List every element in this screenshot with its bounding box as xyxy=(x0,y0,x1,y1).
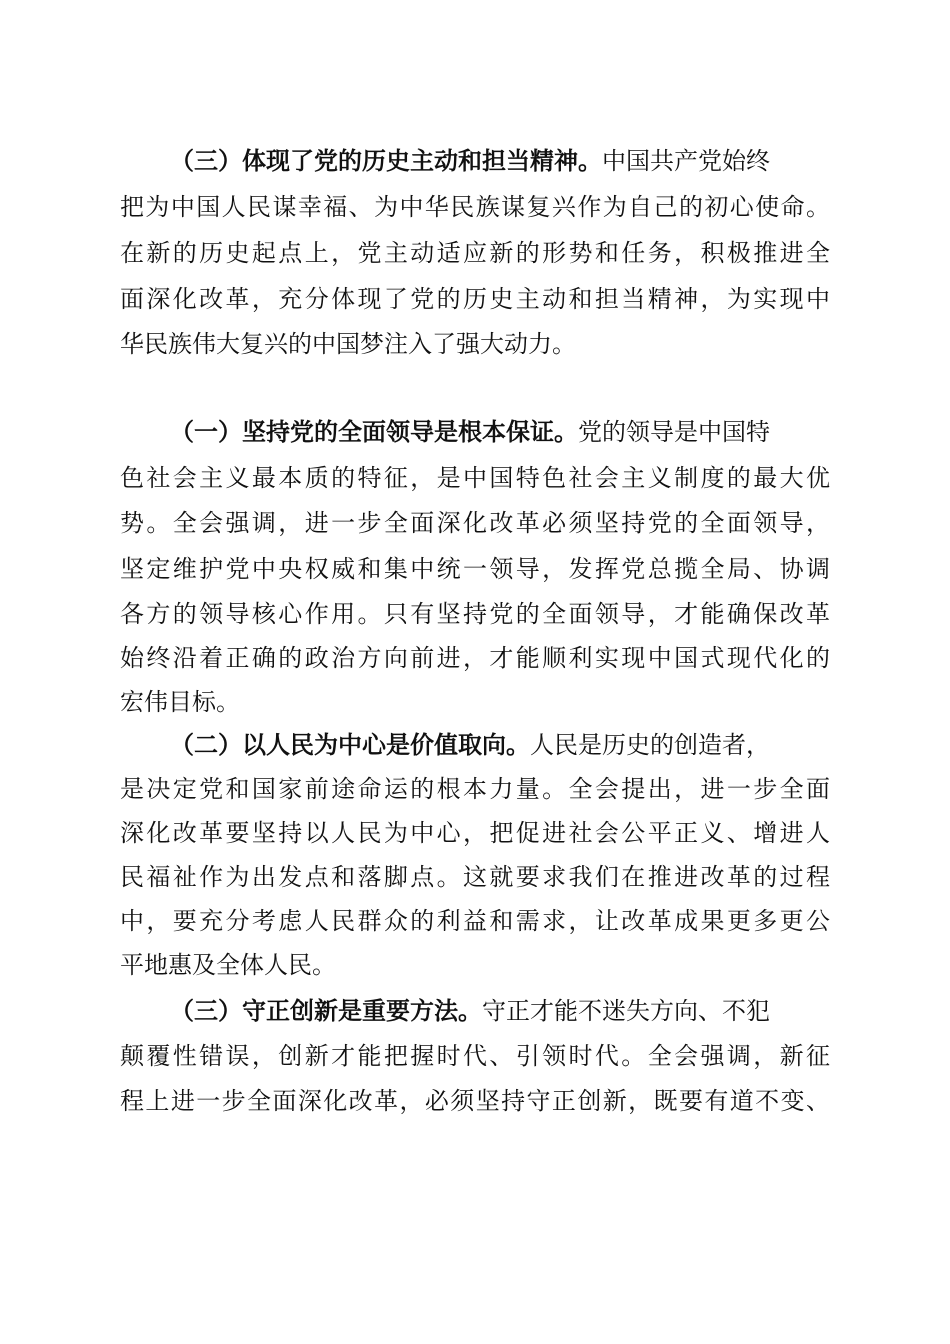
paragraph-people-line-1 xyxy=(170,727,830,763)
paragraph-history-line-3: 在新的历史起点上，党主动适应新的形势和任务，积极推进全 xyxy=(120,239,830,267)
paragraph-innovation-line-1 xyxy=(170,993,830,1029)
paragraph-innovation-line-2: 颠覆性错误，创新才能把握时代、引领时代。全会强调，新征 xyxy=(120,1042,830,1070)
paragraph-innovation-line-3: 程上进一步全面深化改革，必须坚持守正创新，既要有道不变、 xyxy=(120,1087,830,1115)
paragraph-people-line-3: 深化改革要坚持以人民为中心，把促进社会公平正义、增进人 xyxy=(120,819,830,847)
paragraph-leadership-line-2: 色社会主义最本质的特征，是中国特色社会主义制度的最大优 xyxy=(120,464,830,492)
paragraph-innovation-title: （三）守正创新是重要方法。 xyxy=(170,997,482,1025)
paragraph-history-line-4: 面深化改革，充分体现了党的历史主动和担当精神，为实现中 xyxy=(120,285,830,313)
paragraph-people-text: 人民是历史的创造者， xyxy=(530,731,770,759)
paragraph-innovation-text: 守正才能不迷失方向、不犯 xyxy=(482,997,770,1025)
paragraph-leadership-line-4: 坚定维护党中央权威和集中统一领导，发挥党总揽全局、协调 xyxy=(120,555,830,583)
paragraph-people-line-5: 中，要充分考虑人民群众的利益和需求，让改革成果更多更公 xyxy=(120,907,830,935)
paragraph-leadership-line-5: 各方的领导核心作用。只有坚持党的全面领导，才能确保改革 xyxy=(120,600,830,628)
paragraph-history-title: （三）体现了党的历史主动和担当精神。 xyxy=(170,147,602,175)
paragraph-people-line-6: 平地惠及全体人民。 xyxy=(120,951,336,979)
paragraph-people-line-2: 是决定党和国家前途命运的根本力量。全会提出，进一步全面 xyxy=(120,775,830,803)
paragraph-leadership-line-6: 始终沿着正确的政治方向前进，才能顺利实现中国式现代化的 xyxy=(120,644,830,672)
paragraph-people-line-4: 民福祉作为出发点和落脚点。这就要求我们在推进改革的过程 xyxy=(120,863,830,891)
paragraph-people-title: （二）以人民为中心是价值取向。 xyxy=(170,731,530,759)
paragraph-history-line-1 xyxy=(170,143,830,179)
paragraph-leadership-line-7: 宏伟目标。 xyxy=(120,688,240,716)
paragraph-leadership-line-1 xyxy=(170,414,830,450)
paragraph-leadership-text: 党的领导是中国特 xyxy=(578,418,770,446)
paragraph-history-line-2: 把为中国人民谋幸福、为中华民族谋复兴作为自己的初心使命。 xyxy=(120,193,830,221)
paragraph-leadership-line-3: 势。全会强调，进一步全面深化改革必须坚持党的全面领导， xyxy=(120,509,830,537)
paragraph-history-text: 中国共产党始终 xyxy=(602,147,770,175)
paragraph-history-line-5: 华民族伟大复兴的中国梦注入了强大动力。 xyxy=(120,330,576,358)
paragraph-leadership-title: （一）坚持党的全面领导是根本保证。 xyxy=(170,418,578,446)
